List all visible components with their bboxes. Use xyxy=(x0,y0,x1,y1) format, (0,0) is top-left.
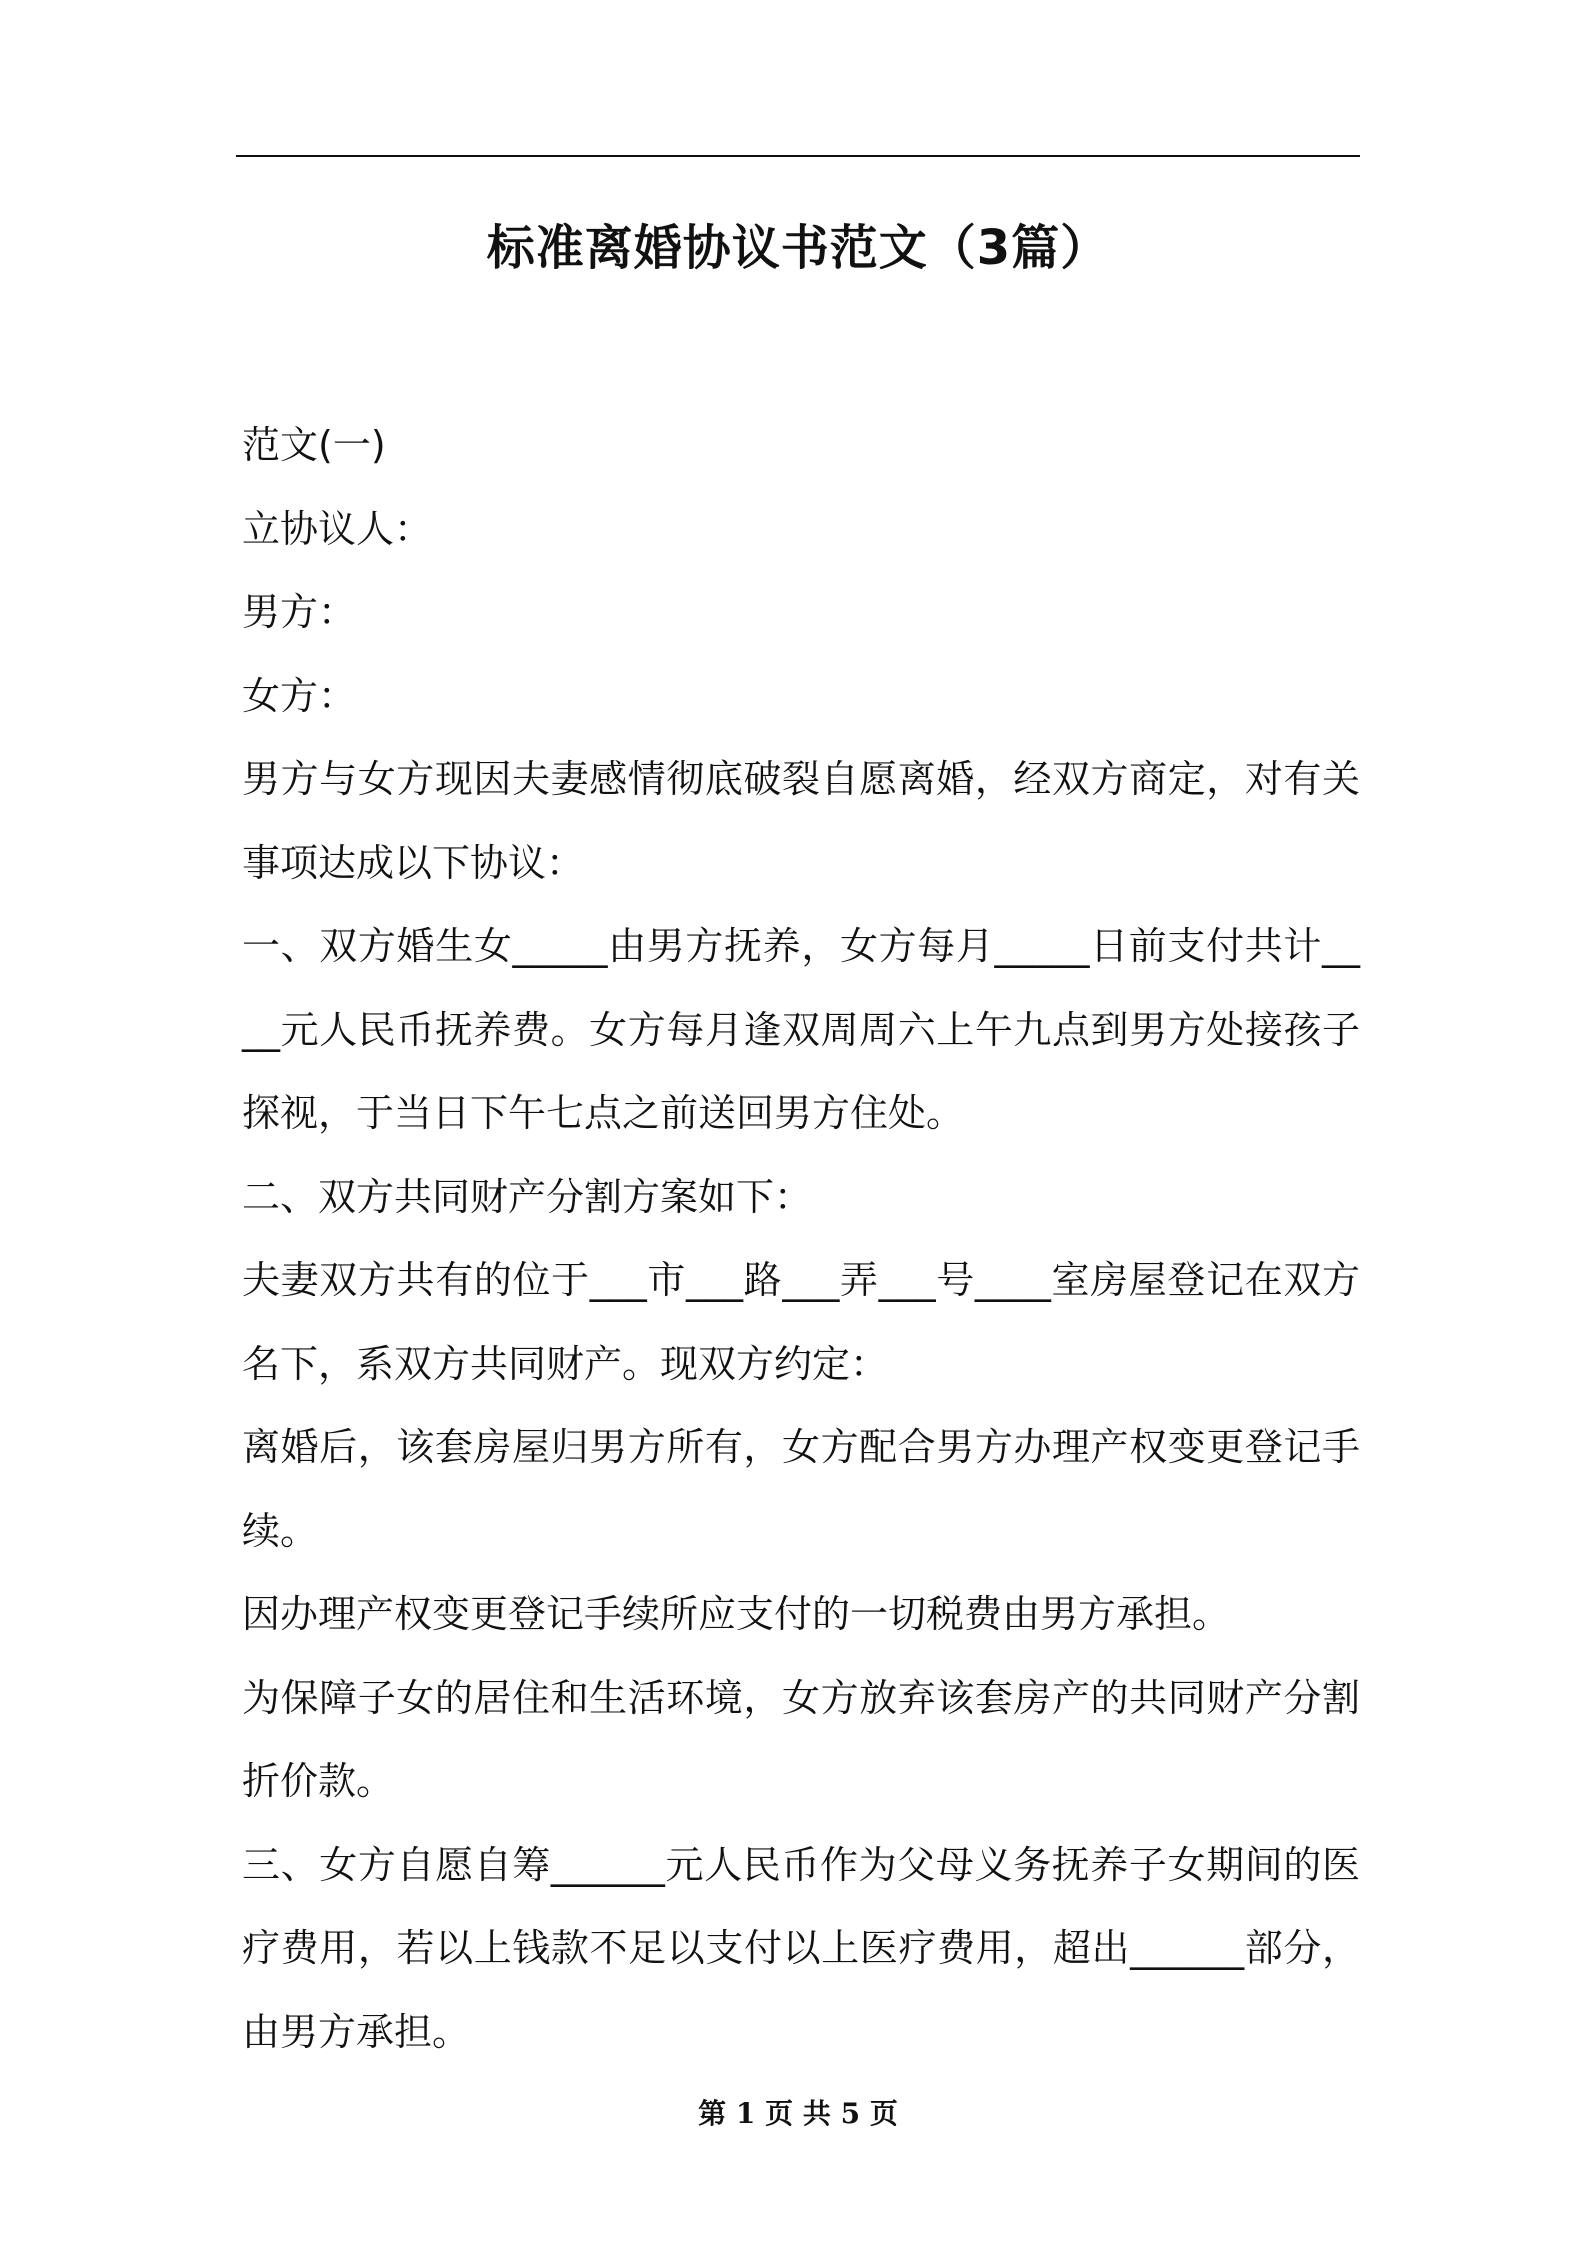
document-body xyxy=(242,404,1360,2074)
male-party-label: 男方： xyxy=(242,590,357,634)
clause-2-ownership: 离婚后，该套房屋归男方所有，女方配合男方办理产权变更登记手续。 xyxy=(242,1425,1360,1553)
section-heading: 范文(一) xyxy=(242,423,386,467)
clause-2-taxes: 因办理产权变更登记手续所应支付的一切税费由男方承担。 xyxy=(242,1592,1231,1636)
document-title: 标准离婚协议书范文（3篇） xyxy=(486,220,1110,276)
clause-3-medical: 三、女方自愿自筹______元人民币作为父母义务抚养子女期间的医疗费用，若以上钱款不足以支付以上医疗费用，超出______部分，由男方承担。 xyxy=(242,1842,1360,2054)
female-party-label: 女方： xyxy=(242,673,357,718)
header-rule xyxy=(236,155,1360,157)
parties-label: 立协议人： xyxy=(242,506,433,551)
clause-2-heading: 二、双方共同财产分割方案如下： xyxy=(242,1174,813,1219)
clause-2-property: 夫妻双方共有的位于___市___路___弄___号____室房屋登记在双方名下，系双方共同财产。现双方约定： xyxy=(242,1258,1360,1386)
preamble-paragraph: 男方与女方现因夫妻感情彻底破裂自愿离婚，经双方商定，对有关事项达成以下协议： xyxy=(242,757,1360,885)
page-number-footer: 第 1 页 共 5 页 xyxy=(698,2097,898,2130)
clause-2-waiver: 为保障子女的居住和生活环境，女方放弃该套房产的共同财产分割折价款。 xyxy=(242,1675,1360,1803)
clause-1-custody: 一、双方婚生女_____由男方抚养，女方每月_____日前支付共计____元人民币抚养费。女方每月逢双周周六上午九点到男方处接孩子探视，于当日下午七点之前送回男方住处。 xyxy=(242,924,1360,1135)
